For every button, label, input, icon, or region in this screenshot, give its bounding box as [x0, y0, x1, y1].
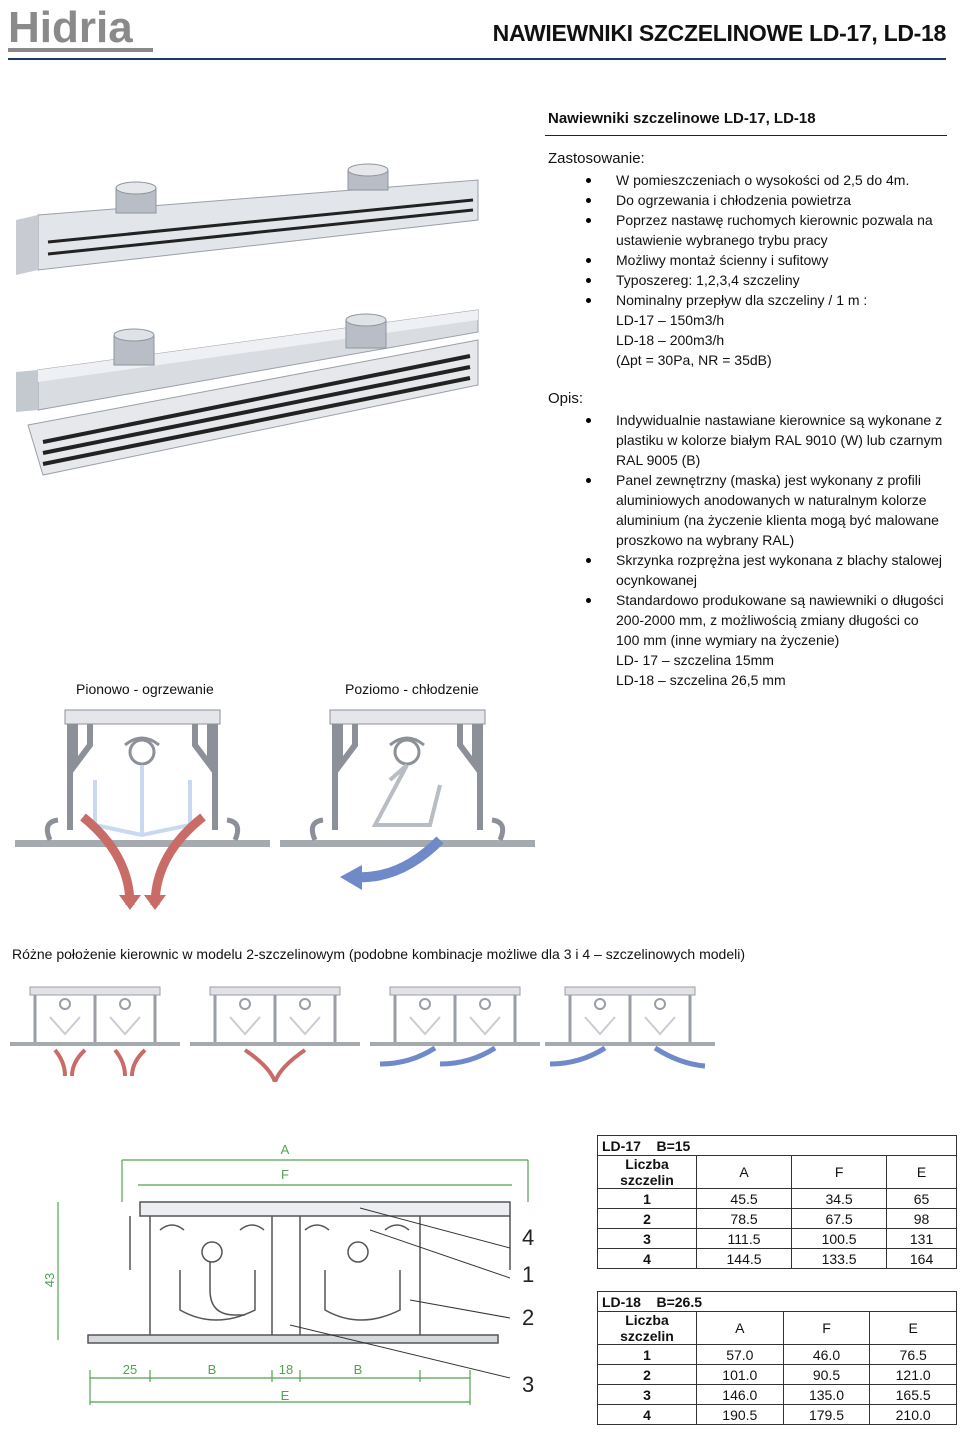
list-item: proszkowo na wybrany RAL)	[616, 532, 795, 548]
list-item: ocynkowanej	[616, 572, 697, 588]
list-item: Do ogrzewania i chłodzenia powietrza	[548, 190, 956, 210]
callout-1: 1	[522, 1262, 535, 1287]
table-cell: 65	[887, 1189, 957, 1209]
list-item: LD-18 – 200m3/h	[616, 332, 725, 348]
list-item: Skrzynka rozprężna jest wykonana z blachy stalowej	[548, 550, 956, 570]
table-cell: 67.5	[792, 1209, 887, 1229]
dimension-drawing	[40, 1140, 560, 1430]
table-row	[598, 1385, 957, 1405]
table-cell: 78.5	[697, 1209, 792, 1229]
table-cell: 2	[598, 1209, 697, 1229]
table-cell: 46.0	[783, 1345, 870, 1365]
table-cell: 76.5	[870, 1345, 957, 1365]
combo-3	[370, 987, 540, 1064]
header-a: A	[697, 1312, 784, 1345]
horizontal-section	[280, 710, 535, 890]
zastosowanie-list	[548, 170, 956, 370]
table-cell: 45.5	[697, 1189, 792, 1209]
dim-a: A	[280, 1142, 290, 1157]
table-cell: 179.5	[783, 1405, 870, 1425]
section-subtitle: Nawiewniki szczelinowe LD-17, LD-18	[548, 110, 816, 127]
table-cell: 98	[887, 1209, 957, 1229]
table-cell: 165.5	[870, 1385, 957, 1405]
table-cell: 3	[598, 1385, 697, 1405]
list-item: (Δpt = 30Pa, NR = 35dB)	[616, 352, 772, 368]
list-item: 200-2000 mm, z możliwością zmiany długości co	[616, 612, 919, 628]
header-f: F	[792, 1156, 887, 1189]
caption-horizontal: Poziomo - chłodzenie	[345, 681, 479, 697]
list-item: Poprzez nastawę ruchomych kierownic pozwala na	[548, 210, 956, 230]
table-row	[598, 1189, 957, 1209]
list-item: ustawienie wybranego trybu pracy	[616, 232, 828, 248]
table-cell: 190.5	[697, 1405, 784, 1425]
header-f: F	[783, 1312, 870, 1345]
caption-vertical: Pionowo - ogrzewanie	[76, 681, 214, 697]
list-item: W pomieszczeniach o wysokości od 2,5 do 4m.	[548, 170, 956, 190]
table-cell: 34.5	[792, 1189, 887, 1209]
list-item: Typoszereg: 1,2,3,4 szczeliny	[548, 270, 956, 290]
table-cell: 1	[598, 1345, 697, 1365]
table-cell: 101.0	[697, 1365, 784, 1385]
vertical-section	[15, 710, 270, 910]
subtitle-divider	[545, 135, 947, 136]
table-row	[598, 1405, 957, 1425]
table-cell: 133.5	[792, 1249, 887, 1269]
table-cell: 57.0	[697, 1345, 784, 1365]
ld18-table	[597, 1291, 957, 1425]
ld17-table-title	[598, 1136, 957, 1156]
table-cell: 4	[598, 1249, 697, 1269]
ld17-b: B=15	[656, 1137, 691, 1154]
list-item: LD-18 – szczelina 26,5 mm	[616, 672, 786, 688]
table-cell: 100.5	[792, 1229, 887, 1249]
table-cell: 121.0	[870, 1365, 957, 1385]
combo-4	[545, 987, 715, 1066]
table-cell: 90.5	[783, 1365, 870, 1385]
header-e: E	[870, 1312, 957, 1345]
table-row	[598, 1345, 957, 1365]
table-cell: 111.5	[697, 1229, 792, 1249]
hidria-logo	[8, 4, 153, 54]
table-cell: 1	[598, 1189, 697, 1209]
list-item: aluminiowych anodowanych w naturalnym kolorze	[616, 492, 927, 508]
callout-2: 2	[522, 1305, 535, 1330]
ld17-title: LD-17	[602, 1137, 641, 1154]
dim-e: E	[280, 1388, 290, 1403]
list-item: LD- 17 – szczelina 15mm	[616, 652, 774, 668]
list-item: 100 mm (inne wymiary na życzenie)	[616, 632, 840, 648]
list-item: Możliwy montaż ścienny i sufitowy	[548, 250, 956, 270]
dim-b2: B	[353, 1362, 363, 1377]
dim-25: 25	[122, 1362, 138, 1377]
ld17-table	[597, 1135, 957, 1269]
table-cell: 144.5	[697, 1249, 792, 1269]
diffuser-photo	[8, 160, 543, 480]
table-cell: 3	[598, 1229, 697, 1249]
table-cell: 2	[598, 1365, 697, 1385]
page-title: NAWIEWNIKI SZCZELINOWE LD-17, LD-18	[492, 20, 946, 46]
list-item: RAL 9005 (B)	[616, 452, 701, 468]
table-cell: 135.0	[783, 1385, 870, 1405]
table-cell: 131	[887, 1229, 957, 1249]
combo-1	[10, 987, 180, 1076]
ld18-b: B=26.5	[656, 1293, 703, 1310]
combo-2	[190, 987, 360, 1082]
list-item: Nominalny przepływ dla szczeliny / 1 m :	[548, 290, 956, 310]
dim-43: 43	[42, 1272, 57, 1288]
header-e: E	[887, 1156, 957, 1189]
list-item: plastiku w kolorze białym RAL 9010 (W) lub czarnym	[616, 432, 943, 448]
table-row	[598, 1229, 957, 1249]
list-item: aluminium (na życzenie klienta mogą być malowane	[616, 512, 939, 528]
dim-18: 18	[278, 1362, 294, 1377]
table-row	[598, 1249, 957, 1269]
section-diagrams	[15, 705, 535, 915]
list-item: Indywidualnie nastawiane kierownice są wykonane z	[548, 410, 956, 430]
callout-4: 4	[522, 1225, 535, 1250]
opis-list	[548, 410, 956, 690]
header-liczba: Liczba szczelin	[598, 1312, 697, 1345]
zastosowanie-heading: Zastosowanie:	[548, 150, 645, 167]
table-row	[598, 1365, 957, 1385]
header-divider	[8, 58, 946, 60]
dim-f: F	[281, 1167, 289, 1182]
logo-text: Hidria	[8, 4, 133, 52]
opis-heading: Opis:	[548, 390, 584, 407]
combinations-caption: Różne położenie kierownic w modelu 2-szczelinowym (podobne kombinacje możliwe dla 3 i 4 – szczelinowych modeli)	[12, 946, 746, 962]
callout-3: 3	[522, 1372, 535, 1397]
ld18-title: LD-18	[602, 1293, 641, 1310]
table-cell: 4	[598, 1405, 697, 1425]
list-item: LD-17 – 150m3/h	[616, 312, 725, 328]
table-cell: 210.0	[870, 1405, 957, 1425]
header-a: A	[697, 1156, 792, 1189]
combination-diagrams	[10, 982, 720, 1082]
list-item: Standardowo produkowane są nawiewniki o długości	[548, 590, 956, 610]
list-item: Panel zewnętrzny (maska) jest wykonany z profili	[548, 470, 956, 490]
table-cell: 164	[887, 1249, 957, 1269]
dim-b1: B	[207, 1362, 217, 1377]
table-row	[598, 1209, 957, 1229]
table-cell: 146.0	[697, 1385, 784, 1405]
ld18-table-title	[598, 1292, 957, 1312]
header-liczba: Liczba szczelin	[598, 1156, 697, 1189]
